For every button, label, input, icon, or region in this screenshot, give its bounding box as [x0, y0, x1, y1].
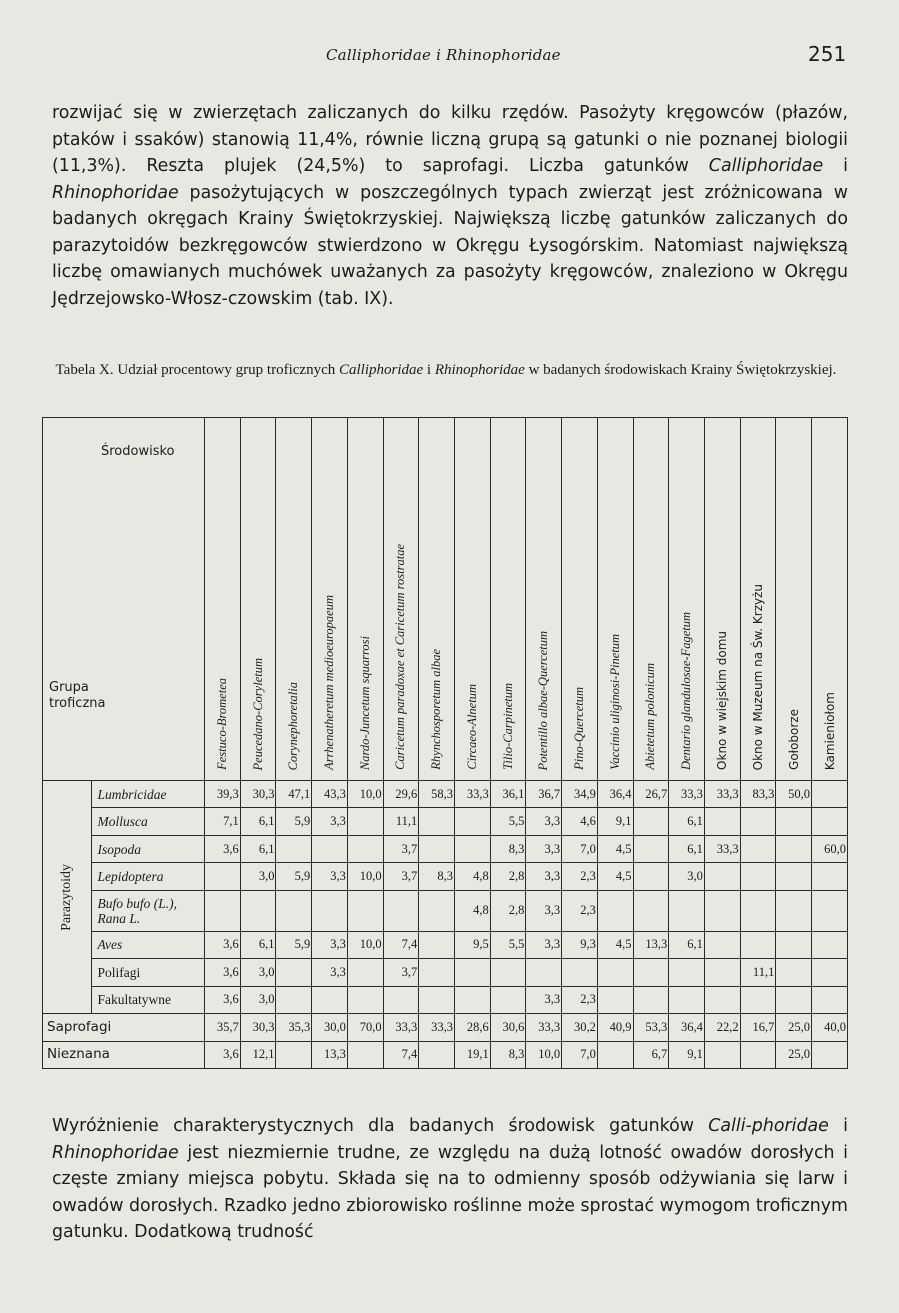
table-cell: 4,5 [597, 863, 633, 890]
table-cell [740, 1041, 776, 1069]
table-cell [312, 986, 348, 1013]
table-cell [312, 835, 348, 862]
table-row [43, 931, 848, 958]
table-cell: 22,2 [704, 1014, 740, 1041]
row-label: Lumbricidae [91, 781, 205, 808]
table-cell [704, 808, 740, 835]
table-cell: 12,1 [240, 1041, 276, 1069]
table-cell: 2,8 [490, 863, 526, 890]
table-cell: 2,3 [562, 986, 598, 1013]
table-cell [526, 959, 562, 986]
table-cell [419, 986, 455, 1013]
table-cell: 29,6 [383, 781, 419, 808]
table-cell [812, 959, 848, 986]
table-cell [704, 863, 740, 890]
table-cell: 13,3 [633, 931, 669, 958]
table-cell: 33,3 [669, 781, 705, 808]
table-cell: 16,7 [740, 1014, 776, 1041]
habitat-header [312, 418, 348, 781]
table-cell [812, 931, 848, 958]
table-cell: 19,1 [455, 1041, 491, 1069]
table-cell [633, 835, 669, 862]
habitat-header [597, 418, 633, 781]
table-cell [776, 863, 812, 890]
table-cell [455, 986, 491, 1013]
table-cell [776, 890, 812, 931]
table-cell: 28,6 [455, 1014, 491, 1041]
table-cell: 3,3 [526, 986, 562, 1013]
table-cell: 3,3 [312, 808, 348, 835]
habitat-name: Gołoborze [786, 709, 801, 770]
table-cell [669, 986, 705, 1013]
habitat-name: Abietetum polonicum [643, 663, 658, 770]
table-cell [383, 890, 419, 931]
table-cell: 4,5 [597, 931, 633, 958]
table-cell [419, 931, 455, 958]
table-cell [276, 959, 312, 986]
table-cell [455, 835, 491, 862]
table-cell: 3,3 [526, 931, 562, 958]
table-cell [347, 890, 383, 931]
table-cell: 7,4 [383, 1041, 419, 1069]
table-cell: 30,3 [240, 1014, 276, 1041]
table-cell [419, 1041, 455, 1069]
table-cell: 8,3 [490, 1041, 526, 1069]
habitat-name: Peucedano-Coryletum [250, 657, 265, 770]
table-cell: 5,9 [276, 863, 312, 890]
table-caption: Tabela X. Udział procentowy grup troficznych Calliphoridae i Rhinophoridae w badanych środowiskach Krainy Świętokrzyskiej. [55, 362, 837, 378]
habitat-name: Caricetum paradoxae et Caricetum rostratae [393, 544, 408, 770]
table-cell: 3,0 [240, 986, 276, 1013]
table-cell: 7,1 [205, 808, 241, 835]
table-cell: 26,7 [633, 781, 669, 808]
table-cell: 35,7 [205, 1014, 241, 1041]
table-row [43, 959, 848, 986]
table-cell: 36,4 [597, 781, 633, 808]
habitat-header [490, 418, 526, 781]
habitat-name: Nardo-Juncetum squarrosi [357, 635, 372, 770]
table-cell: 83,3 [740, 781, 776, 808]
table-cell [812, 808, 848, 835]
table-cell: 30,6 [490, 1014, 526, 1041]
habitat-name: Corynephoretalia [286, 681, 301, 770]
table-cell: 3,3 [526, 835, 562, 862]
table-cell: 3,3 [526, 863, 562, 890]
habitat-header [526, 418, 562, 781]
table-row [43, 986, 848, 1013]
table-cell [740, 835, 776, 862]
table-cell [740, 863, 776, 890]
habitat-name: Tilio-Carpinetum [500, 683, 515, 770]
table-cell [597, 959, 633, 986]
table-cell: 9,1 [669, 1041, 705, 1069]
habitat-header [669, 418, 705, 781]
table-cell [205, 863, 241, 890]
table-cell: 10,0 [347, 931, 383, 958]
table-cell: 36,4 [669, 1014, 705, 1041]
table-cell: 35,3 [276, 1014, 312, 1041]
table-cell: 40,9 [597, 1014, 633, 1041]
table-cell: 2,8 [490, 890, 526, 931]
table-cell: 6,1 [240, 808, 276, 835]
table-cell [812, 863, 848, 890]
table-cell [597, 986, 633, 1013]
table-cell: 9,3 [562, 931, 598, 958]
table-cell: 3,6 [205, 986, 241, 1013]
table-cell: 3,0 [669, 863, 705, 890]
table-cell [633, 863, 669, 890]
table-cell [276, 1041, 312, 1069]
table-cell: 7,0 [562, 835, 598, 862]
table-cell [419, 959, 455, 986]
table-cell [490, 959, 526, 986]
table-cell [597, 1041, 633, 1069]
habitat-name: Festuco-Brometea [214, 678, 229, 770]
table-cell: 2,3 [562, 890, 598, 931]
table-cell [455, 808, 491, 835]
table-row [43, 890, 848, 931]
table-row [43, 835, 848, 862]
table-cell: 8,3 [419, 863, 455, 890]
table-cell: 11,1 [740, 959, 776, 986]
row-label: Saprofagi [43, 1014, 205, 1041]
habitat-header [276, 418, 312, 781]
habitat-header [205, 418, 241, 781]
table-cell: 3,3 [526, 808, 562, 835]
table-cell: 4,6 [562, 808, 598, 835]
table-cell: 34,9 [562, 781, 598, 808]
habitat-header [347, 418, 383, 781]
table-cell: 5,5 [490, 931, 526, 958]
row-label: Lepidoptera [91, 863, 205, 890]
table-cell [633, 986, 669, 1013]
habitat-header [455, 418, 491, 781]
table-cell [276, 835, 312, 862]
table-cell: 3,3 [312, 959, 348, 986]
table-cell [419, 808, 455, 835]
table-cell [740, 808, 776, 835]
habitat-name: Circaeo-Alnetum [464, 684, 479, 770]
table-cell: 4,8 [455, 863, 491, 890]
table-cell: 33,3 [704, 781, 740, 808]
table-cell: 6,1 [669, 931, 705, 958]
habitat-name: Rhynchosporetum albae [429, 649, 444, 770]
table-cell [276, 890, 312, 931]
table-row [43, 808, 848, 835]
table-cell [704, 959, 740, 986]
table-cell: 2,3 [562, 863, 598, 890]
table-cell [419, 890, 455, 931]
table-cell: 9,5 [455, 931, 491, 958]
row-label: Polifagi [91, 959, 205, 986]
habitat-header [383, 418, 419, 781]
table-cell: 43,3 [312, 781, 348, 808]
table-cell: 3,0 [240, 863, 276, 890]
table-cell [776, 835, 812, 862]
table-cell [669, 890, 705, 931]
table-cell: 53,3 [633, 1014, 669, 1041]
table-cell: 9,1 [597, 808, 633, 835]
parasitoid-group-label: Parazytoidy [43, 781, 92, 1014]
habitat-header [633, 418, 669, 781]
habitat-name: Arrhenatheretum medioeuropaeum [322, 595, 337, 770]
table-cell: 70,0 [347, 1014, 383, 1041]
table-cell: 33,3 [419, 1014, 455, 1041]
table-cell [597, 890, 633, 931]
table-cell [776, 931, 812, 958]
table-cell [455, 959, 491, 986]
table-cell: 3,7 [383, 863, 419, 890]
table-cell: 3,6 [205, 959, 241, 986]
row-label: Isopoda [91, 835, 205, 862]
habitat-name: Okno w wiejskim domu [715, 631, 730, 770]
table-cell: 30,2 [562, 1014, 598, 1041]
habitat-name: Kamieniołom [822, 691, 837, 770]
table-cell [347, 835, 383, 862]
table-cell: 33,3 [526, 1014, 562, 1041]
trophic-groups-table [42, 417, 848, 1069]
table-cell: 6,1 [240, 931, 276, 958]
habitat-header [740, 418, 776, 781]
table-cell: 4,5 [597, 835, 633, 862]
table-cell: 25,0 [776, 1014, 812, 1041]
table-cell [740, 931, 776, 958]
row-label: Nieznana [43, 1041, 205, 1069]
table-row [43, 1014, 848, 1041]
intro-paragraph: rozwijać się w zwierzętach zaliczanych do kilku rzędów. Pasożyty kręgowców (płazów, ptaków i ssaków) stanowią 11,4%, równie liczną grupą są gatunki o nie poznanej biologii (11,3%). Reszta plujek (24,5%) to saprofagi. Liczba gatunków Calliphoridae i Rhinophoridae pasożytujących w poszczególnych typach zwierząt jest zróżnicowana w badanych okręgach Krainy Świętokrzyskiej. Największą liczbę gatunków zaliczanych do parazytoidów bezkręgowców stwierdzono w Okręgu Łysogórskim. Natomiast największą liczbę omawianych muchówek uważanych za pasożyty kręgowców, znaleziono w Okręgu Jędrzejowsko-Włosz-czowskim (tab. IX). [52, 103, 848, 309]
closing-paragraph: Wyróżnienie charakterystycznych dla badanych środowisk gatunków Calli-phoridae i Rhinophoridae jest niezmiernie trudne, ze względu na dużą lotność owadów dorosłych i częste zmiany miejsca pobytu. Składa się na to odmienny sposób odżywiania się larw i owadów dorosłych. Rzadko jedno zbiorowisko roślinne może sprostać wymogom troficznym gatunku. Dodatkową trudność [52, 1116, 848, 1242]
table-cell: 3,6 [205, 835, 241, 862]
habitat-axis-label: Środowisko [101, 444, 175, 459]
table-cell [240, 890, 276, 931]
table-cell: 33,3 [455, 781, 491, 808]
table-cell [347, 808, 383, 835]
habitat-name: Pino-Quercetum [571, 687, 586, 770]
habitat-header [776, 418, 812, 781]
table-cell: 5,9 [276, 931, 312, 958]
table-cell: 60,0 [812, 835, 848, 862]
table-cell [812, 1041, 848, 1069]
habitat-name: Okno w Muzeum na Św. Krzyżu [750, 583, 765, 770]
table-cell [776, 959, 812, 986]
table-cell: 8,3 [490, 835, 526, 862]
corner-header-cell [43, 418, 205, 781]
table-cell: 30,3 [240, 781, 276, 808]
table-row [43, 781, 848, 808]
table-cell: 33,3 [704, 835, 740, 862]
table-cell [704, 931, 740, 958]
habitat-header [419, 418, 455, 781]
table-cell [562, 959, 598, 986]
table-cell: 6,7 [633, 1041, 669, 1069]
table-cell: 50,0 [776, 781, 812, 808]
table-cell [383, 986, 419, 1013]
table-cell [704, 986, 740, 1013]
table-row [43, 1041, 848, 1069]
table-cell: 39,3 [205, 781, 241, 808]
table-cell: 3,3 [312, 863, 348, 890]
table-cell: 6,1 [669, 808, 705, 835]
habitat-header [240, 418, 276, 781]
table-cell: 3,3 [526, 890, 562, 931]
table-cell: 36,7 [526, 781, 562, 808]
table-cell: 3,6 [205, 931, 241, 958]
table-cell [347, 986, 383, 1013]
table-cell [704, 890, 740, 931]
table-cell: 7,4 [383, 931, 419, 958]
table-cell: 6,1 [669, 835, 705, 862]
table-cell: 7,0 [562, 1041, 598, 1069]
table-cell [776, 808, 812, 835]
table-cell [633, 959, 669, 986]
habitat-header [812, 418, 848, 781]
table-row [43, 863, 848, 890]
table-cell [812, 986, 848, 1013]
table-cell [740, 890, 776, 931]
table-cell [669, 959, 705, 986]
row-label: Bufo bufo (L.), Rana L. [91, 890, 205, 931]
table-cell [740, 986, 776, 1013]
row-label: Aves [91, 931, 205, 958]
habitat-header [704, 418, 740, 781]
table-cell: 5,5 [490, 808, 526, 835]
table-cell: 3,7 [383, 835, 419, 862]
table-cell: 47,1 [276, 781, 312, 808]
page-number: 251 [808, 42, 847, 66]
table-cell [419, 835, 455, 862]
habitat-name: Potentillo albae-Quercetum [536, 630, 551, 770]
table-cell: 10,0 [347, 863, 383, 890]
table-cell [633, 890, 669, 931]
table-cell: 3,7 [383, 959, 419, 986]
table-cell [812, 890, 848, 931]
row-label: Fakultatywne [91, 986, 205, 1013]
table-cell [633, 808, 669, 835]
table-cell: 10,0 [347, 781, 383, 808]
table-cell: 25,0 [776, 1041, 812, 1069]
table-cell [490, 986, 526, 1013]
table-cell: 3,3 [312, 931, 348, 958]
table-cell [347, 959, 383, 986]
habitat-header [562, 418, 598, 781]
running-header-title: Calliphoridae i Rhinophoridae [326, 46, 561, 64]
table-cell [704, 1041, 740, 1069]
table-cell: 36,1 [490, 781, 526, 808]
table-cell: 6,1 [240, 835, 276, 862]
table-cell: 40,0 [812, 1014, 848, 1041]
table-cell: 4,8 [455, 890, 491, 931]
row-label: Mollusca [91, 808, 205, 835]
table-cell [205, 890, 241, 931]
table-cell: 3,6 [205, 1041, 241, 1069]
table-cell [347, 1041, 383, 1069]
table-cell: 5,9 [276, 808, 312, 835]
table-cell: 33,3 [383, 1014, 419, 1041]
habitat-header-row [43, 418, 848, 781]
table-cell: 58,3 [419, 781, 455, 808]
table-cell: 3,0 [240, 959, 276, 986]
habitat-name: Dentario glandulosae-Fagetum [679, 612, 694, 770]
table-cell: 30,0 [312, 1014, 348, 1041]
table-cell: 10,0 [526, 1041, 562, 1069]
trophic-axis-label: Grupa troficzna [49, 680, 106, 711]
table-cell [812, 781, 848, 808]
table-cell [776, 986, 812, 1013]
table-cell: 11,1 [383, 808, 419, 835]
table-cell: 13,3 [312, 1041, 348, 1069]
habitat-name: Vaccinio uliginosi-Pinetum [607, 634, 622, 770]
table-cell [276, 986, 312, 1013]
table-cell [312, 890, 348, 931]
